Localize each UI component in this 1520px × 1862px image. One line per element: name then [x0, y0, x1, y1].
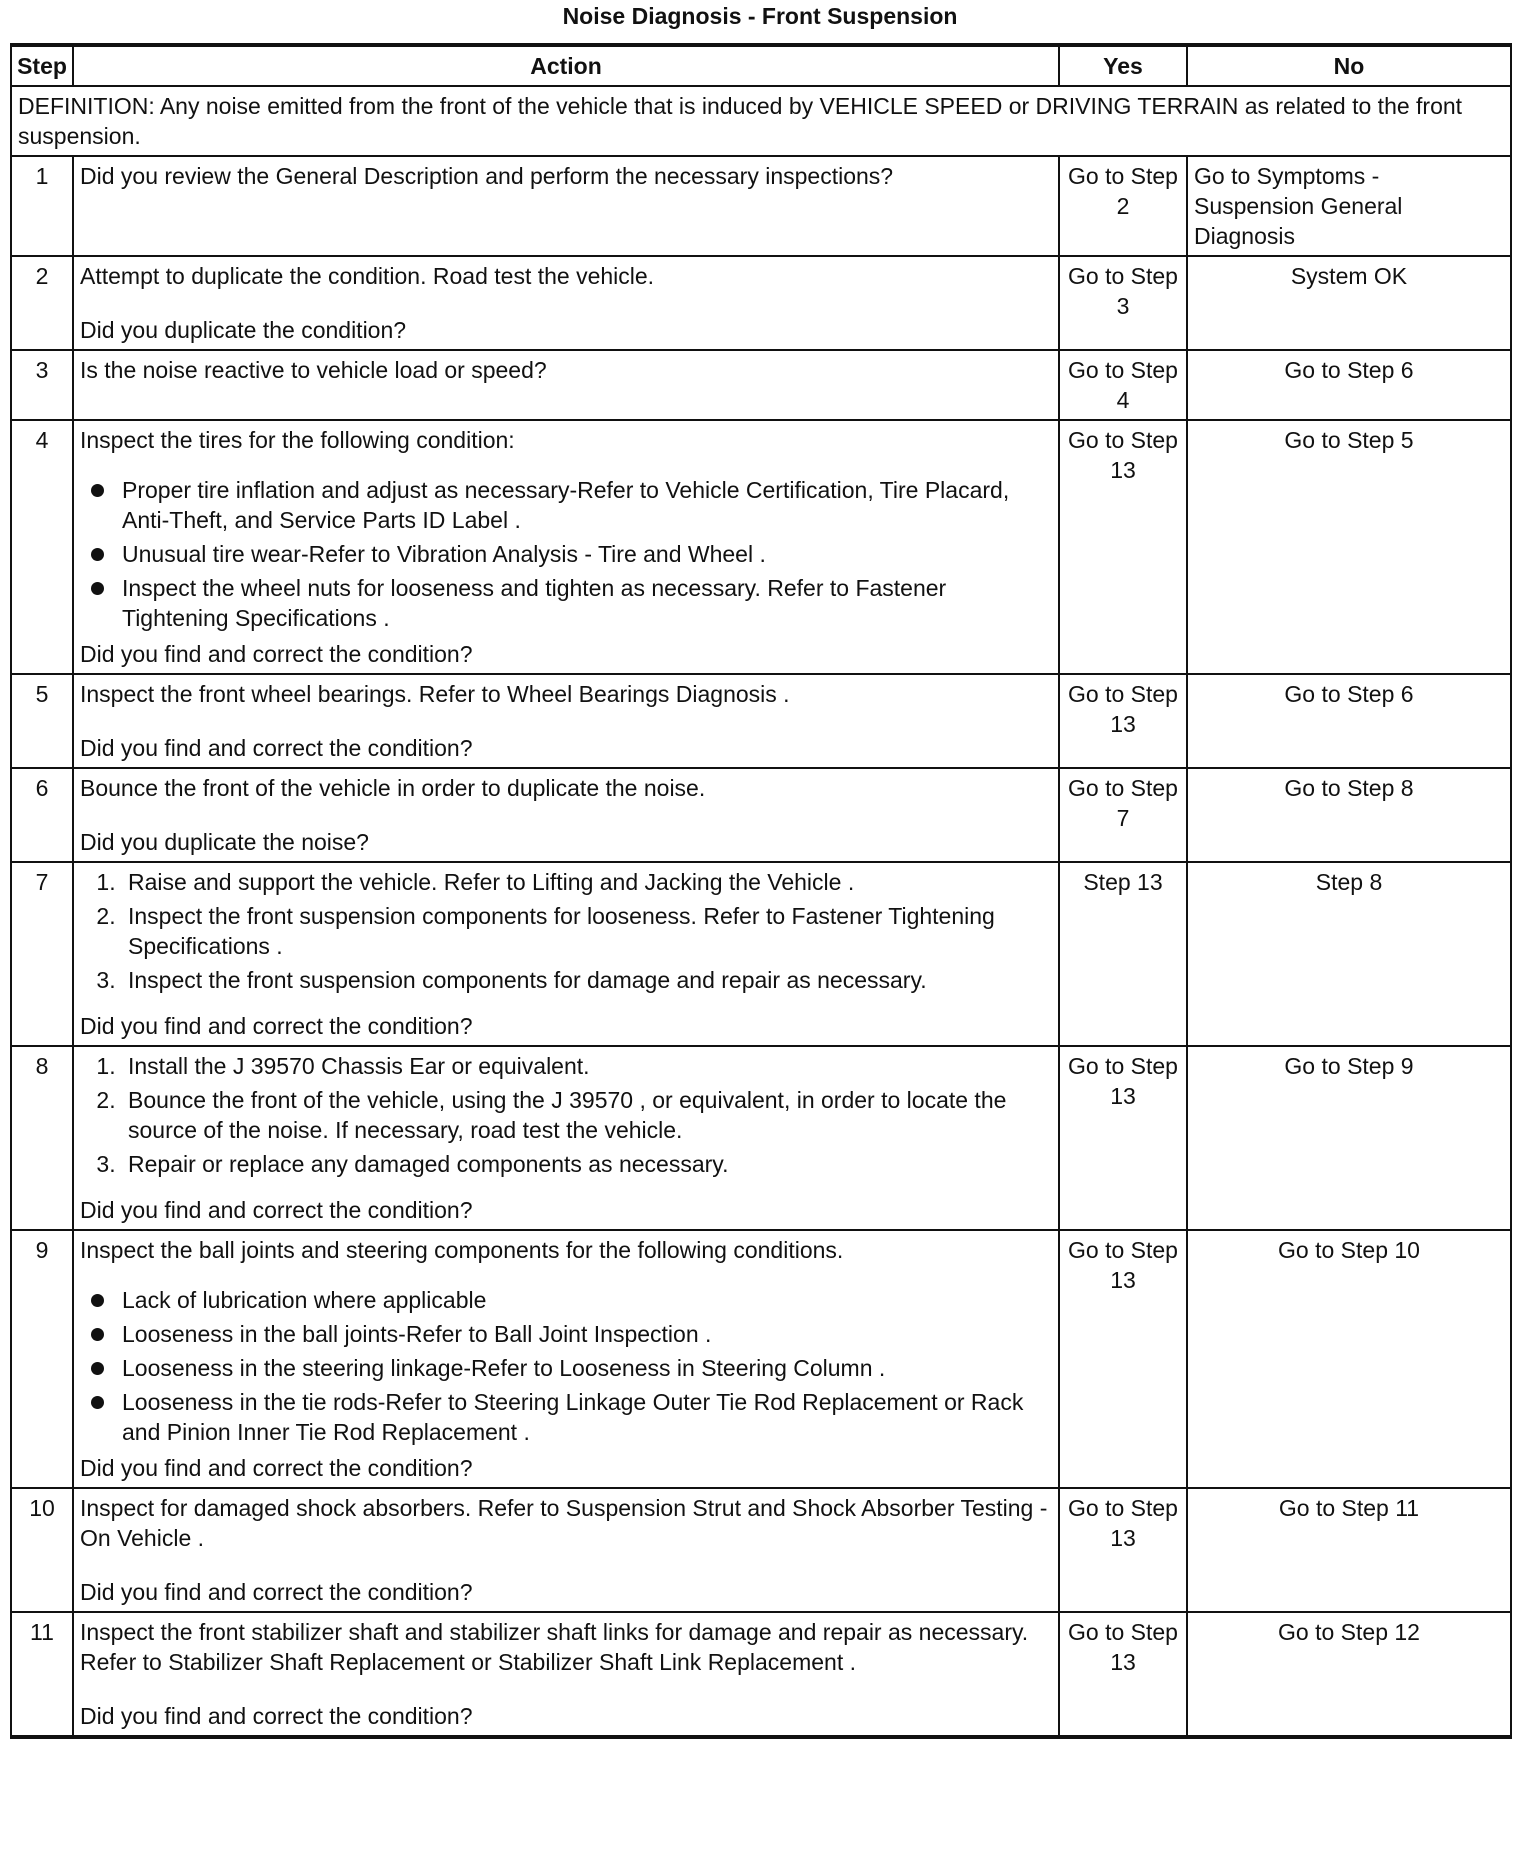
numbered-item: 3. Inspect the front suspension components for damage and repair as necessary.	[122, 965, 1052, 995]
yes-result: Go to Step 13	[1059, 674, 1187, 768]
action-cell	[73, 1230, 1059, 1488]
step-number: 8	[11, 1046, 73, 1230]
yes-result: Go to Step 3	[1059, 256, 1187, 350]
step-number: 9	[11, 1230, 73, 1488]
table-row	[11, 1046, 1511, 1230]
table-row	[11, 1488, 1511, 1612]
action-question: Did you find and correct the condition?	[80, 641, 473, 667]
header-no: No	[1187, 45, 1511, 86]
no-result: Go to Step 9	[1187, 1046, 1511, 1230]
no-result: System OK	[1187, 256, 1511, 350]
bullet-list	[80, 475, 1052, 633]
yes-result: Go to Step 2	[1059, 156, 1187, 256]
action-intro: Inspect the front wheel bearings. Refer to Wheel Bearings Diagnosis .	[80, 681, 790, 707]
step-number: 2	[11, 256, 73, 350]
table-row	[11, 1230, 1511, 1488]
action-cell	[73, 256, 1059, 350]
step-number: 7	[11, 862, 73, 1046]
header-action: Action	[73, 45, 1059, 86]
no-result: Go to Symptoms - Suspension General Diagnosis	[1187, 156, 1511, 256]
action-intro: Inspect the ball joints and steering components for the following conditions.	[80, 1237, 844, 1263]
table-row	[11, 1612, 1511, 1737]
action-question: Did you duplicate the condition?	[80, 317, 407, 343]
no-result: Go to Step 8	[1187, 768, 1511, 862]
bullet-item: Proper tire inflation and adjust as necessary-Refer to Vehicle Certification, Tire Placard, Anti-Theft, and Service Parts ID Label .	[122, 475, 1052, 535]
step-number: 11	[11, 1612, 73, 1737]
numbered-list	[80, 867, 1052, 995]
bullet-item: Looseness in the ball joints-Refer to Ball Joint Inspection .	[122, 1319, 1052, 1349]
action-cell	[73, 420, 1059, 674]
no-result: Go to Step 6	[1187, 350, 1511, 420]
yes-result: Go to Step 13	[1059, 1612, 1187, 1737]
table-row	[11, 256, 1511, 350]
action-cell	[73, 1612, 1059, 1737]
yes-result: Go to Step 4	[1059, 350, 1187, 420]
action-question: Did you find and correct the condition?	[80, 1013, 473, 1039]
table-row	[11, 862, 1511, 1046]
table-row	[11, 350, 1511, 420]
numbered-item: 1. Install the J 39570 Chassis Ear or equivalent.	[122, 1051, 1052, 1081]
bullet-item: Looseness in the steering linkage-Refer to Looseness in Steering Column .	[122, 1353, 1052, 1383]
action-question: Did you duplicate the noise?	[80, 829, 369, 855]
no-result: Go to Step 6	[1187, 674, 1511, 768]
step-number: 6	[11, 768, 73, 862]
no-result: Step 8	[1187, 862, 1511, 1046]
header-yes: Yes	[1059, 45, 1187, 86]
table-row	[11, 674, 1511, 768]
yes-result: Go to Step 7	[1059, 768, 1187, 862]
numbered-item: 1. Raise and support the vehicle. Refer to Lifting and Jacking the Vehicle .	[122, 867, 1052, 897]
page-title: Noise Diagnosis - Front Suspension	[562, 3, 958, 29]
yes-result: Go to Step 13	[1059, 1046, 1187, 1230]
no-result: Go to Step 11	[1187, 1488, 1511, 1612]
bullet-item: Inspect the wheel nuts for looseness and tighten as necessary. Refer to Fastener Tightening Specifications .	[122, 573, 1052, 633]
action-cell	[73, 156, 1059, 256]
action-cell	[73, 350, 1059, 420]
action-cell	[73, 1046, 1059, 1230]
action-cell	[73, 674, 1059, 768]
action-cell	[73, 768, 1059, 862]
diagnosis-table	[10, 43, 1512, 1739]
step-number: 10	[11, 1488, 73, 1612]
header-step: Step	[11, 45, 73, 86]
action-question: Did you find and correct the condition?	[80, 1703, 473, 1729]
numbered-list	[80, 1051, 1052, 1179]
step-number: 5	[11, 674, 73, 768]
action-intro: Attempt to duplicate the condition. Road test the vehicle.	[80, 263, 655, 289]
action-intro: Inspect for damaged shock absorbers. Refer to Suspension Strut and Shock Absorber Testing - On Vehicle .	[80, 1495, 1048, 1551]
yes-result: Go to Step 13	[1059, 1230, 1187, 1488]
no-result: Go to Step 5	[1187, 420, 1511, 674]
table-row	[11, 156, 1511, 256]
definition-row	[11, 86, 1511, 156]
no-result: Go to Step 10	[1187, 1230, 1511, 1488]
step-number: 1	[11, 156, 73, 256]
action-question: Did you find and correct the condition?	[80, 1579, 473, 1605]
numbered-item: 2. Bounce the front of the vehicle, using the J 39570 , or equivalent, in order to locate the source of the noise. If necessary, road test the vehicle.	[122, 1085, 1052, 1145]
definition-text: DEFINITION: Any noise emitted from the front of the vehicle that is induced by VEHICLE SPEED or DRIVING TERRAIN as related to the front suspension.	[11, 86, 1511, 156]
step-number: 4	[11, 420, 73, 674]
action-cell	[73, 1488, 1059, 1612]
action-intro: Inspect the tires for the following condition:	[80, 427, 515, 453]
table-row	[11, 768, 1511, 862]
action-intro: Is the noise reactive to vehicle load or speed?	[80, 357, 547, 383]
numbered-item: 2. Inspect the front suspension components for looseness. Refer to Fastener Tightening Specifications .	[122, 901, 1052, 961]
action-intro: Did you review the General Description and perform the necessary inspections?	[80, 163, 894, 189]
action-question: Did you find and correct the condition?	[80, 1197, 473, 1223]
bullet-list	[80, 1285, 1052, 1447]
yes-result: Go to Step 13	[1059, 1488, 1187, 1612]
no-result: Go to Step 12	[1187, 1612, 1511, 1737]
action-intro: Inspect the front stabilizer shaft and stabilizer shaft links for damage and repair as necessary. Refer to Stabilizer Shaft Replacement or Stabilizer Shaft Link Replacement .	[80, 1619, 1029, 1675]
bullet-item: Lack of lubrication where applicable	[122, 1285, 1052, 1315]
table-row	[11, 420, 1511, 674]
table-header-row	[11, 45, 1511, 86]
numbered-item: 3. Repair or replace any damaged components as necessary.	[122, 1149, 1052, 1179]
yes-result: Go to Step 13	[1059, 420, 1187, 674]
action-question: Did you find and correct the condition?	[80, 1455, 473, 1481]
action-question: Did you find and correct the condition?	[80, 735, 473, 761]
bullet-item: Unusual tire wear-Refer to Vibration Analysis - Tire and Wheel .	[122, 539, 1052, 569]
step-number: 3	[11, 350, 73, 420]
action-intro: Bounce the front of the vehicle in order to duplicate the noise.	[80, 775, 706, 801]
yes-result: Step 13	[1059, 862, 1187, 1046]
bullet-item: Looseness in the tie rods-Refer to Steering Linkage Outer Tie Rod Replacement or Rack and Pinion Inner Tie Rod Replacement .	[122, 1387, 1052, 1447]
action-cell	[73, 862, 1059, 1046]
